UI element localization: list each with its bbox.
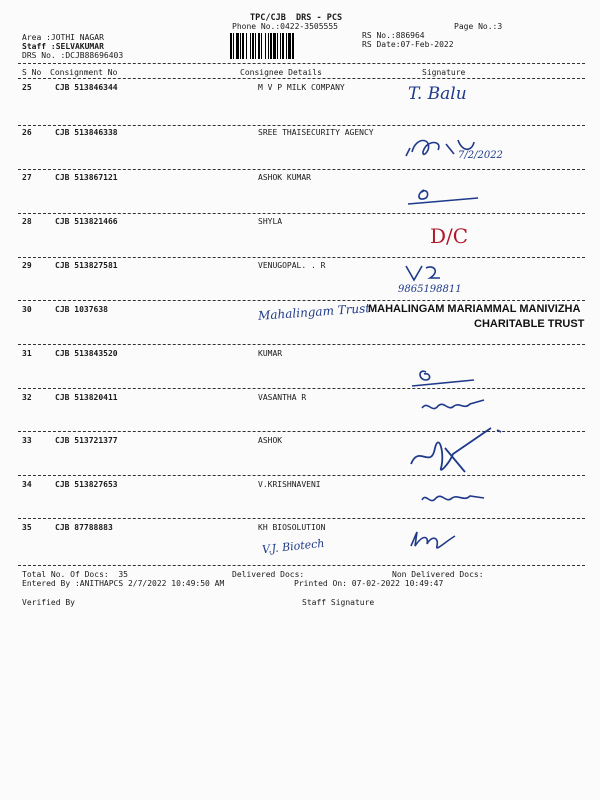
row-consignee: SREE THAISECURITY AGENCY	[258, 128, 374, 137]
signature-row-31-strokes	[408, 360, 478, 390]
signature-row-32-strokes	[418, 394, 488, 416]
signature-row-35-name: V.J. Biotech	[261, 536, 325, 557]
col-header-signature: Signature	[422, 68, 466, 77]
col-header-sno: S No	[22, 68, 42, 77]
rs-number: RS No.:886964	[362, 31, 425, 40]
header-divider	[18, 63, 585, 64]
row-sno: 32	[22, 393, 32, 402]
table-end-divider	[18, 565, 585, 566]
barcode	[230, 33, 358, 59]
row-divider	[18, 300, 585, 301]
staff-signature-label: Staff Signature	[302, 598, 375, 607]
row-sno: 30	[22, 305, 32, 314]
table-row	[0, 261, 600, 305]
column-header-divider	[18, 78, 585, 79]
table-row	[0, 436, 600, 480]
row-consignment: CJB 513827653	[55, 480, 118, 489]
signature-row-27-strokes	[402, 180, 482, 210]
row-consignment: CJB 513820411	[55, 393, 118, 402]
row-consignee: ASHOK KUMAR	[258, 173, 311, 182]
entered-by: Entered By :ANITHAPCS 2/7/2022 10:49:50 AM	[22, 579, 225, 588]
rs-date: RS Date:07-Feb-2022	[362, 40, 454, 49]
page-number: Page No.:3	[454, 22, 503, 31]
row-divider	[18, 388, 585, 389]
verified-by: Verified By	[22, 598, 75, 607]
row-consignee: VASANTHA R	[258, 393, 307, 402]
signature-row-26: 7/2/2022	[402, 132, 532, 168]
row-consignee: SHYLA	[258, 217, 283, 226]
table-row	[0, 349, 600, 393]
row-sno: 28	[22, 217, 32, 226]
row-consignee: M V P MILK COMPANY	[258, 83, 345, 92]
row-divider	[18, 344, 585, 345]
trust-stamp-line1: MAHALINGAM MARIAMMAL MANIVIZHA	[368, 303, 581, 315]
row-divider	[18, 213, 585, 214]
row-consignment: CJB 1037638	[55, 305, 108, 314]
drs-number: DRS No. :DCJB88696403	[22, 51, 124, 60]
col-header-consignment: Consignment No	[50, 68, 118, 77]
table-row	[0, 217, 600, 261]
row-consignment: CJB 513827581	[55, 261, 118, 270]
row-consignee: ASHOK	[258, 436, 283, 445]
printed-on: Printed On: 07-02-2022 10:49:47	[294, 579, 444, 588]
signature-row-35-strokes	[405, 526, 465, 552]
signature-row-34-strokes	[418, 488, 488, 508]
signature-row-25: T. Balu	[408, 84, 467, 104]
signature-row-33-strokes	[405, 424, 505, 478]
row-consignment: CJB 513843520	[55, 349, 118, 358]
table-row	[0, 173, 600, 217]
row-divider	[18, 169, 585, 170]
row-sno: 33	[22, 436, 32, 445]
non-delivered-docs: Non Delivered Docs:	[392, 570, 484, 579]
row-consignee: V.KRISHNAVENI	[258, 480, 321, 489]
delivered-docs: Delivered Docs:	[232, 570, 305, 579]
signature-row-31	[408, 360, 478, 394]
trust-stamp-line2: CHARITABLE TRUST	[474, 318, 585, 330]
row-consignment: CJB 513846344	[55, 83, 118, 92]
row-consignment: CJB 513821466	[55, 217, 118, 226]
row-divider	[18, 125, 585, 126]
row-consignment: CJB 513846338	[55, 128, 118, 137]
row-sno: 29	[22, 261, 32, 270]
document-title: TPC/CJB DRS - PCS	[250, 13, 343, 23]
row-consignee: KH BIOSOLUTION	[258, 523, 326, 532]
staff-label: Staff :SELVAKUMAR	[22, 42, 104, 51]
total-docs: Total No. Of Docs: 35	[22, 570, 128, 579]
row-sno: 31	[22, 349, 32, 358]
row-consignment: CJB 513867121	[55, 173, 118, 182]
row-divider	[18, 518, 585, 519]
signature-row-29-strokes	[402, 262, 472, 284]
table-row	[0, 83, 600, 127]
row-consignment: CJB 513721377	[55, 436, 118, 445]
signature-row-29-phone: 9865198811	[398, 284, 462, 295]
row-consignment: CJB 87788883	[55, 523, 113, 532]
row-sno: 25	[22, 83, 32, 92]
area-label: Area :JOTHI NAGAR	[22, 33, 104, 42]
phone-number: Phone No.:0422-3505555	[232, 22, 338, 31]
signature-row-28: D/C	[430, 224, 469, 248]
signature-row-32	[418, 394, 488, 420]
col-header-consignee: Consignee Details	[240, 68, 322, 77]
signature-row-33	[405, 424, 505, 482]
signature-row-27	[402, 180, 482, 214]
row-consignee: KUMAR	[258, 349, 283, 358]
signature-row-35	[405, 526, 465, 556]
signature-row-34	[418, 488, 488, 512]
row-sno: 35	[22, 523, 32, 532]
row-sno: 26	[22, 128, 32, 137]
signature-row-29	[398, 262, 472, 295]
signature-row-30: Mahalingam Trust	[257, 301, 371, 323]
row-divider	[18, 257, 585, 258]
row-consignee: VENUGOPAL. . R	[258, 261, 326, 270]
row-sno: 34	[22, 480, 32, 489]
row-sno: 27	[22, 173, 32, 182]
